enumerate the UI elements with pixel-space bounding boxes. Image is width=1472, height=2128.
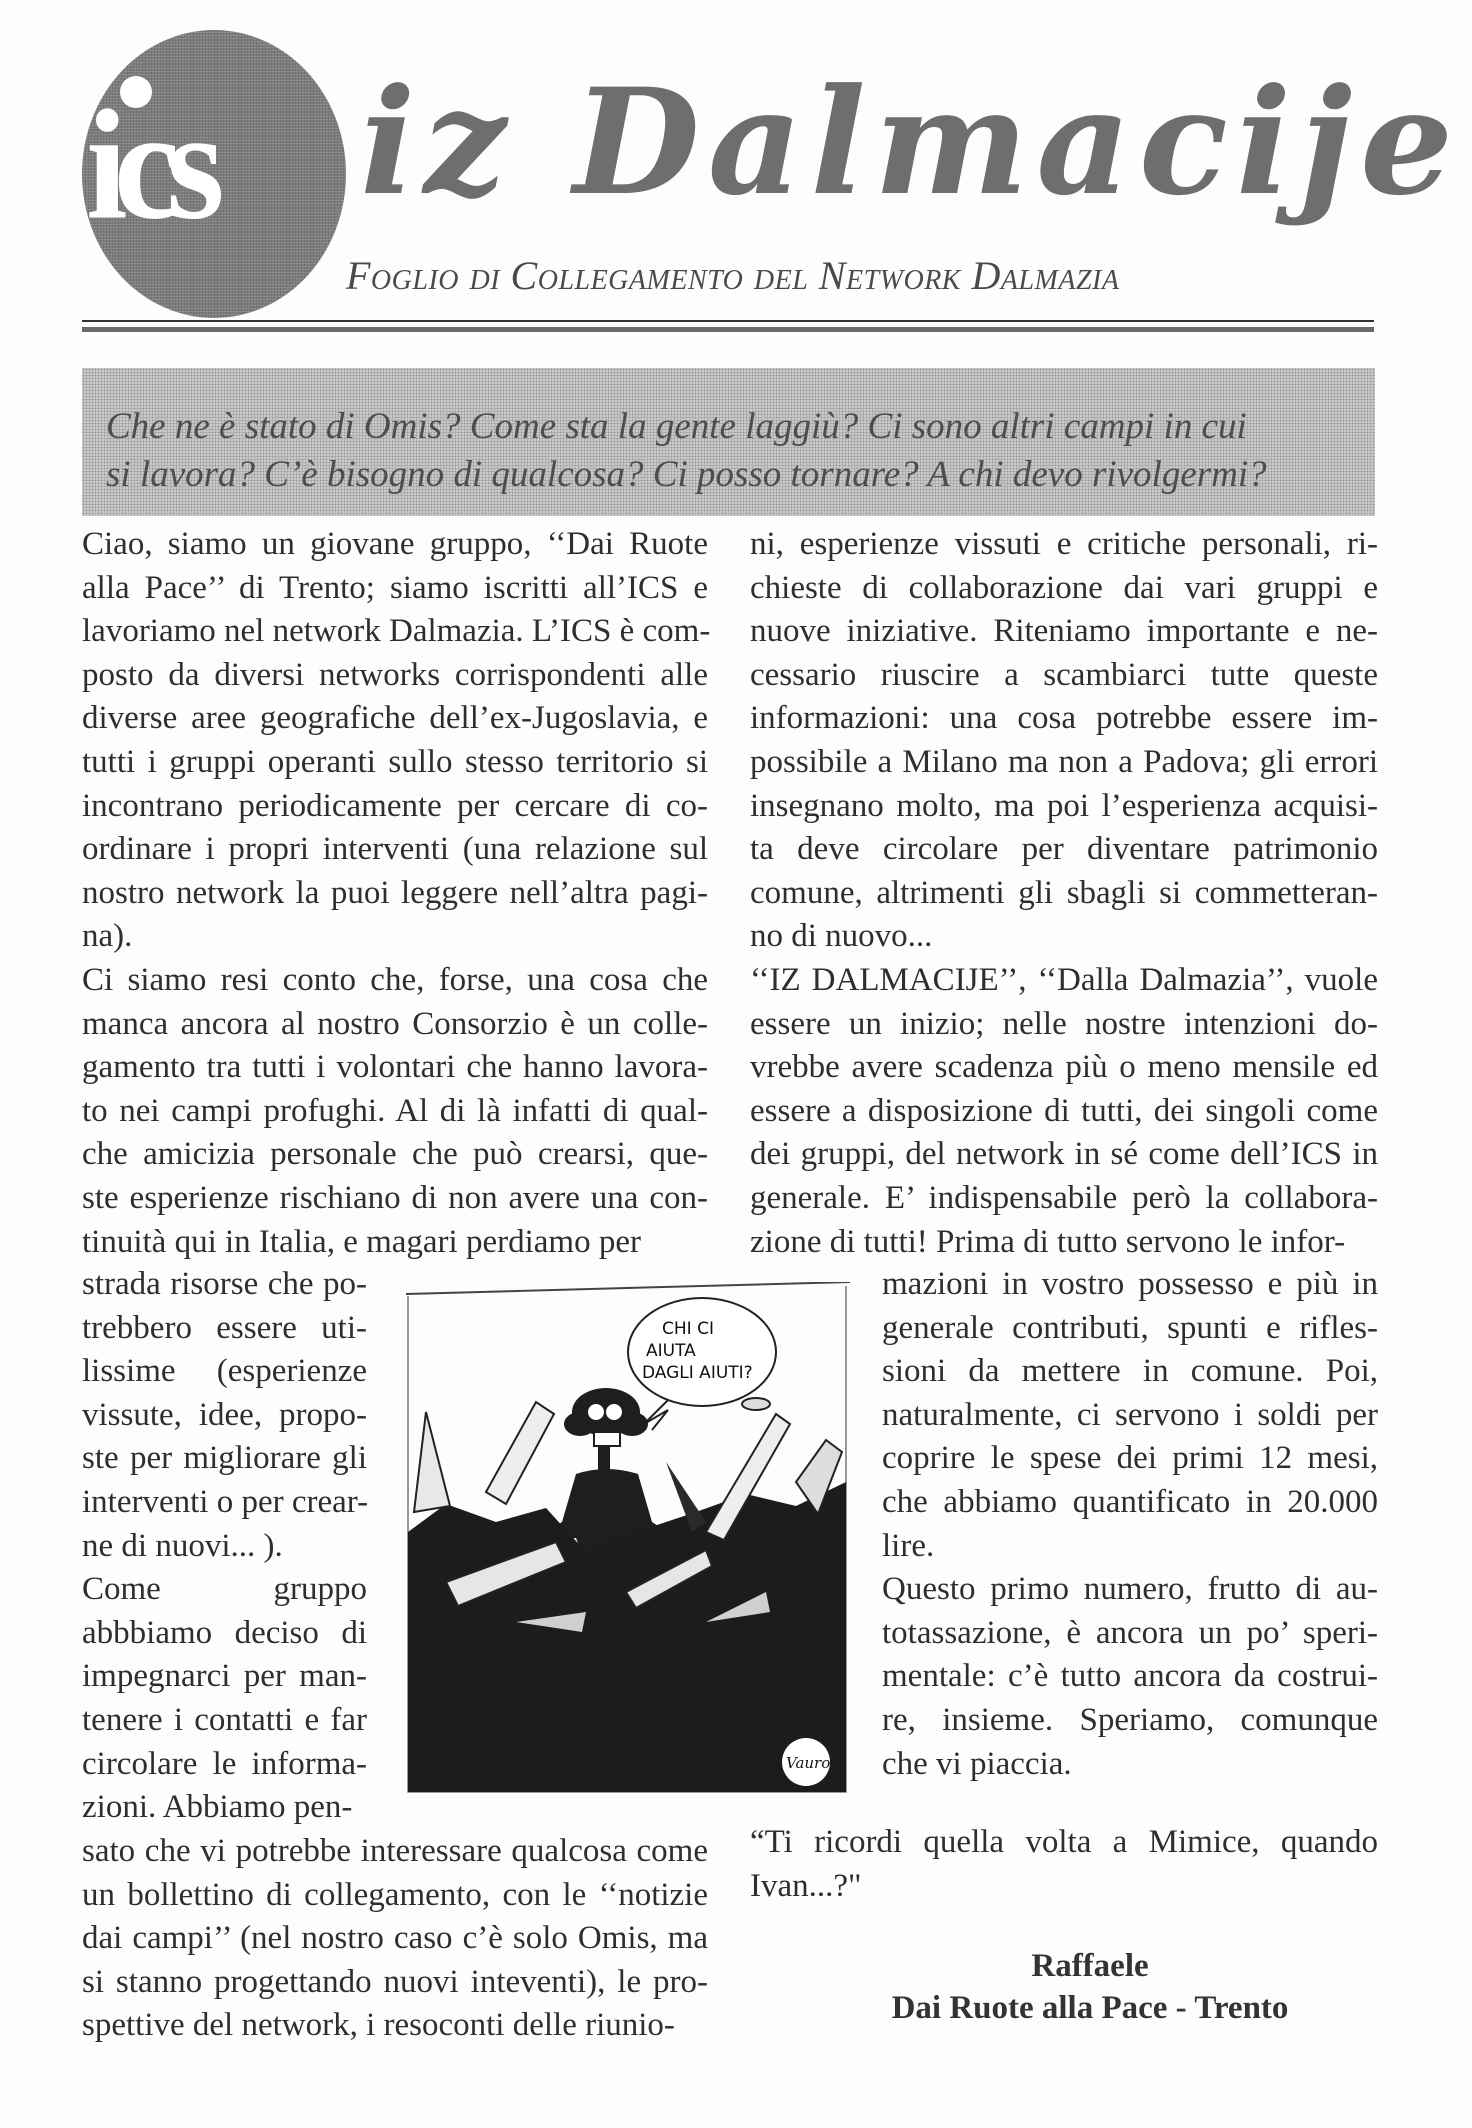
signature-group: Dai Ruote alla Pace - Trento [891,1990,1289,2026]
text-line: gamento tra tutti i volontari che hanno lavora- [82,1049,708,1086]
text-line: incontrano periodicamente per cercare di co- [82,787,708,824]
text-line: Questo primo numero, frutto di au- [882,1571,1378,1608]
text-line: si stanno progettando nuovi inteventi), le pro- [82,1963,708,2000]
text-line: zioni. Abbiamo pen- [82,1789,353,1826]
text-line: tutti i gruppi operanti sullo stesso territorio si [82,744,708,780]
text-line: Come gruppo [82,1571,367,1608]
text-line: un bollettino di collegamento, con le ‘‘notizie [82,1876,708,1913]
text-line: to nei campi profughi. Al di là infatti di qual- [82,1092,708,1129]
text-line: insegnano molto, ma poi l’esperienza acquisi- [750,787,1378,824]
text-line: sato che vi potrebbe interessare qualcosa come [82,1833,708,1869]
text-line: nuove iniziative. Riteniamo importante e ne- [750,613,1378,650]
text-line: lavoriamo nel network Dalmazia. L’ICS è com- [82,613,711,650]
text-line: ‘‘IZ DALMACIJE’’, ‘‘Dalla Dalmazia’’, vuole [750,962,1378,998]
speech-line: DAGLI AIUTI? [642,1363,753,1383]
text-line: tenere i contatti e far [82,1702,367,1738]
speech-line: AIUTA [646,1341,696,1361]
text-line: strada risorse che po- [82,1266,367,1302]
text-line: ordinare i propri interventi (una relazione sul [82,831,708,868]
text-line: coprire le spese dei primi 12 mesi, [882,1440,1378,1477]
masthead-rule-thick [82,327,1374,332]
question-line: si lavora? C’è bisogno di qualcosa? Ci posso tornare? A chi devo rivolgermi? [106,454,1267,495]
text-line: cessario riuscire a scambiarci tutte queste [750,656,1378,693]
text-line: informazioni: una cosa potrebbe essere im- [750,700,1378,737]
signature-name: Raffaele [1031,1948,1149,1984]
logo-text: ics [86,77,211,253]
text-line: diverse aree geografiche dell’ex-Jugoslavia, e [82,700,708,737]
text-line: totassazione, è ancora un po’ speri- [882,1614,1378,1651]
question-line: Che ne è stato di Omis? Come sta la gente laggiù? Ci sono altri campi in cui [106,406,1247,447]
artist-signature [782,1738,830,1786]
speech-line: CHI CI [662,1319,714,1339]
cartoon-frame-top [406,1282,850,1294]
text-line: mazioni in vostro possesso e più in [882,1266,1378,1302]
text-line: ne di nuovi... ). [82,1527,283,1564]
text-line: re, insieme. Speriamo, comunque [882,1702,1378,1738]
text-line: che amicizia personale che può crearsi, que- [82,1136,708,1173]
text-line: vissute, idee, propo- [82,1396,367,1433]
text-line: trebbero essere uti- [82,1309,367,1346]
text-line: manca ancora al nostro Consorzio è un colle- [82,1005,708,1042]
text-line: naturalmente, ci servono i soldi per [882,1396,1378,1433]
masthead-rule-thin [82,320,1374,322]
text-line: circolare le informa- [82,1745,367,1782]
text-line: ste per migliorare gli [82,1440,367,1477]
text-line: comune, altrimenti gli sbagli si commetteran- [750,874,1378,911]
text-line: ni, esperienze vissuti e critiche personali, ri- [750,526,1378,562]
text-line: nostro network la puoi leggere nell’altra pagi- [82,874,708,911]
text-line: sioni da mettere in comune. Poi, [882,1353,1378,1390]
text-line: mentale: c’è tutto ancora da costrui- [882,1658,1378,1695]
closing-quote-line: Ivan...?" [750,1868,862,1904]
text-line: lire. [882,1527,935,1564]
text-line: vrebbe avere scadenza più o meno mensile ed [750,1049,1378,1086]
text-line: interventi o per crear- [82,1484,369,1520]
text-line: ta deve circolare per diventare patrimonio [750,831,1378,868]
text-line: alla Pace’’ di Trento; siamo iscritti all’ICS e [82,569,708,606]
masthead-subtitle: Foglio di Collegamento del Network Dalmazia [346,253,1120,298]
closing-quote-line: “Ti ricordi quella volta a Mimice, quando [750,1824,1378,1860]
svg-text:Vauro: Vauro [786,1754,831,1772]
text-line: dei gruppi, del network in sé come dell’ICS in [750,1136,1378,1173]
text-line: chieste di collaborazione dai vari gruppi e [750,569,1378,606]
cartoon-illustration [406,1282,850,1798]
text-line: spettive del network, i resoconti delle riunio- [82,2007,675,2044]
text-line: dai campi’’ (nel nostro caso c’è solo Omis, ma [82,1920,708,1957]
text-line: che vi piaccia. [882,1745,1072,1782]
text-line: abbbiamo deciso di [82,1614,367,1651]
weapons-pile [408,1398,846,1792]
text-line: posto da diversi networks corrispondenti alle [82,656,708,693]
text-line: che abbiamo quantificato in 20.000 [882,1484,1378,1520]
text-line: essere un inizio; nelle nostre intenzioni do- [750,1005,1378,1042]
masthead-title: iz Dalmacije [360,57,1462,228]
text-line: Ciao, siamo un giovane gruppo, ‘‘Dai Ruote [82,526,708,562]
text-line: no di nuovo... [750,918,933,955]
text-line: generale. E’ indispensabile però la collabora- [750,1180,1378,1216]
text-line: tinuità qui in Italia, e magari perdiamo per [82,1223,641,1260]
text-line: possibile a Milano ma non a Padova; gli errori [750,744,1378,780]
text-line: na). [82,918,133,955]
text-line: impegnarci per man- [82,1658,367,1695]
text-line: lissime (esperienze [82,1353,367,1390]
text-line: essere a disposizione di tutti, dei singoli come [750,1092,1378,1129]
intro-questions-box [82,368,1375,516]
text-line: ste esperienze rischiano di non avere una con- [82,1180,708,1216]
text-line: zione di tutti! Prima di tutto servono le infor- [750,1223,1346,1260]
text-line: generale contributi, spunti e rifles- [882,1309,1378,1346]
text-line: Ci siamo resi conto che, forse, una cosa che [82,962,708,998]
